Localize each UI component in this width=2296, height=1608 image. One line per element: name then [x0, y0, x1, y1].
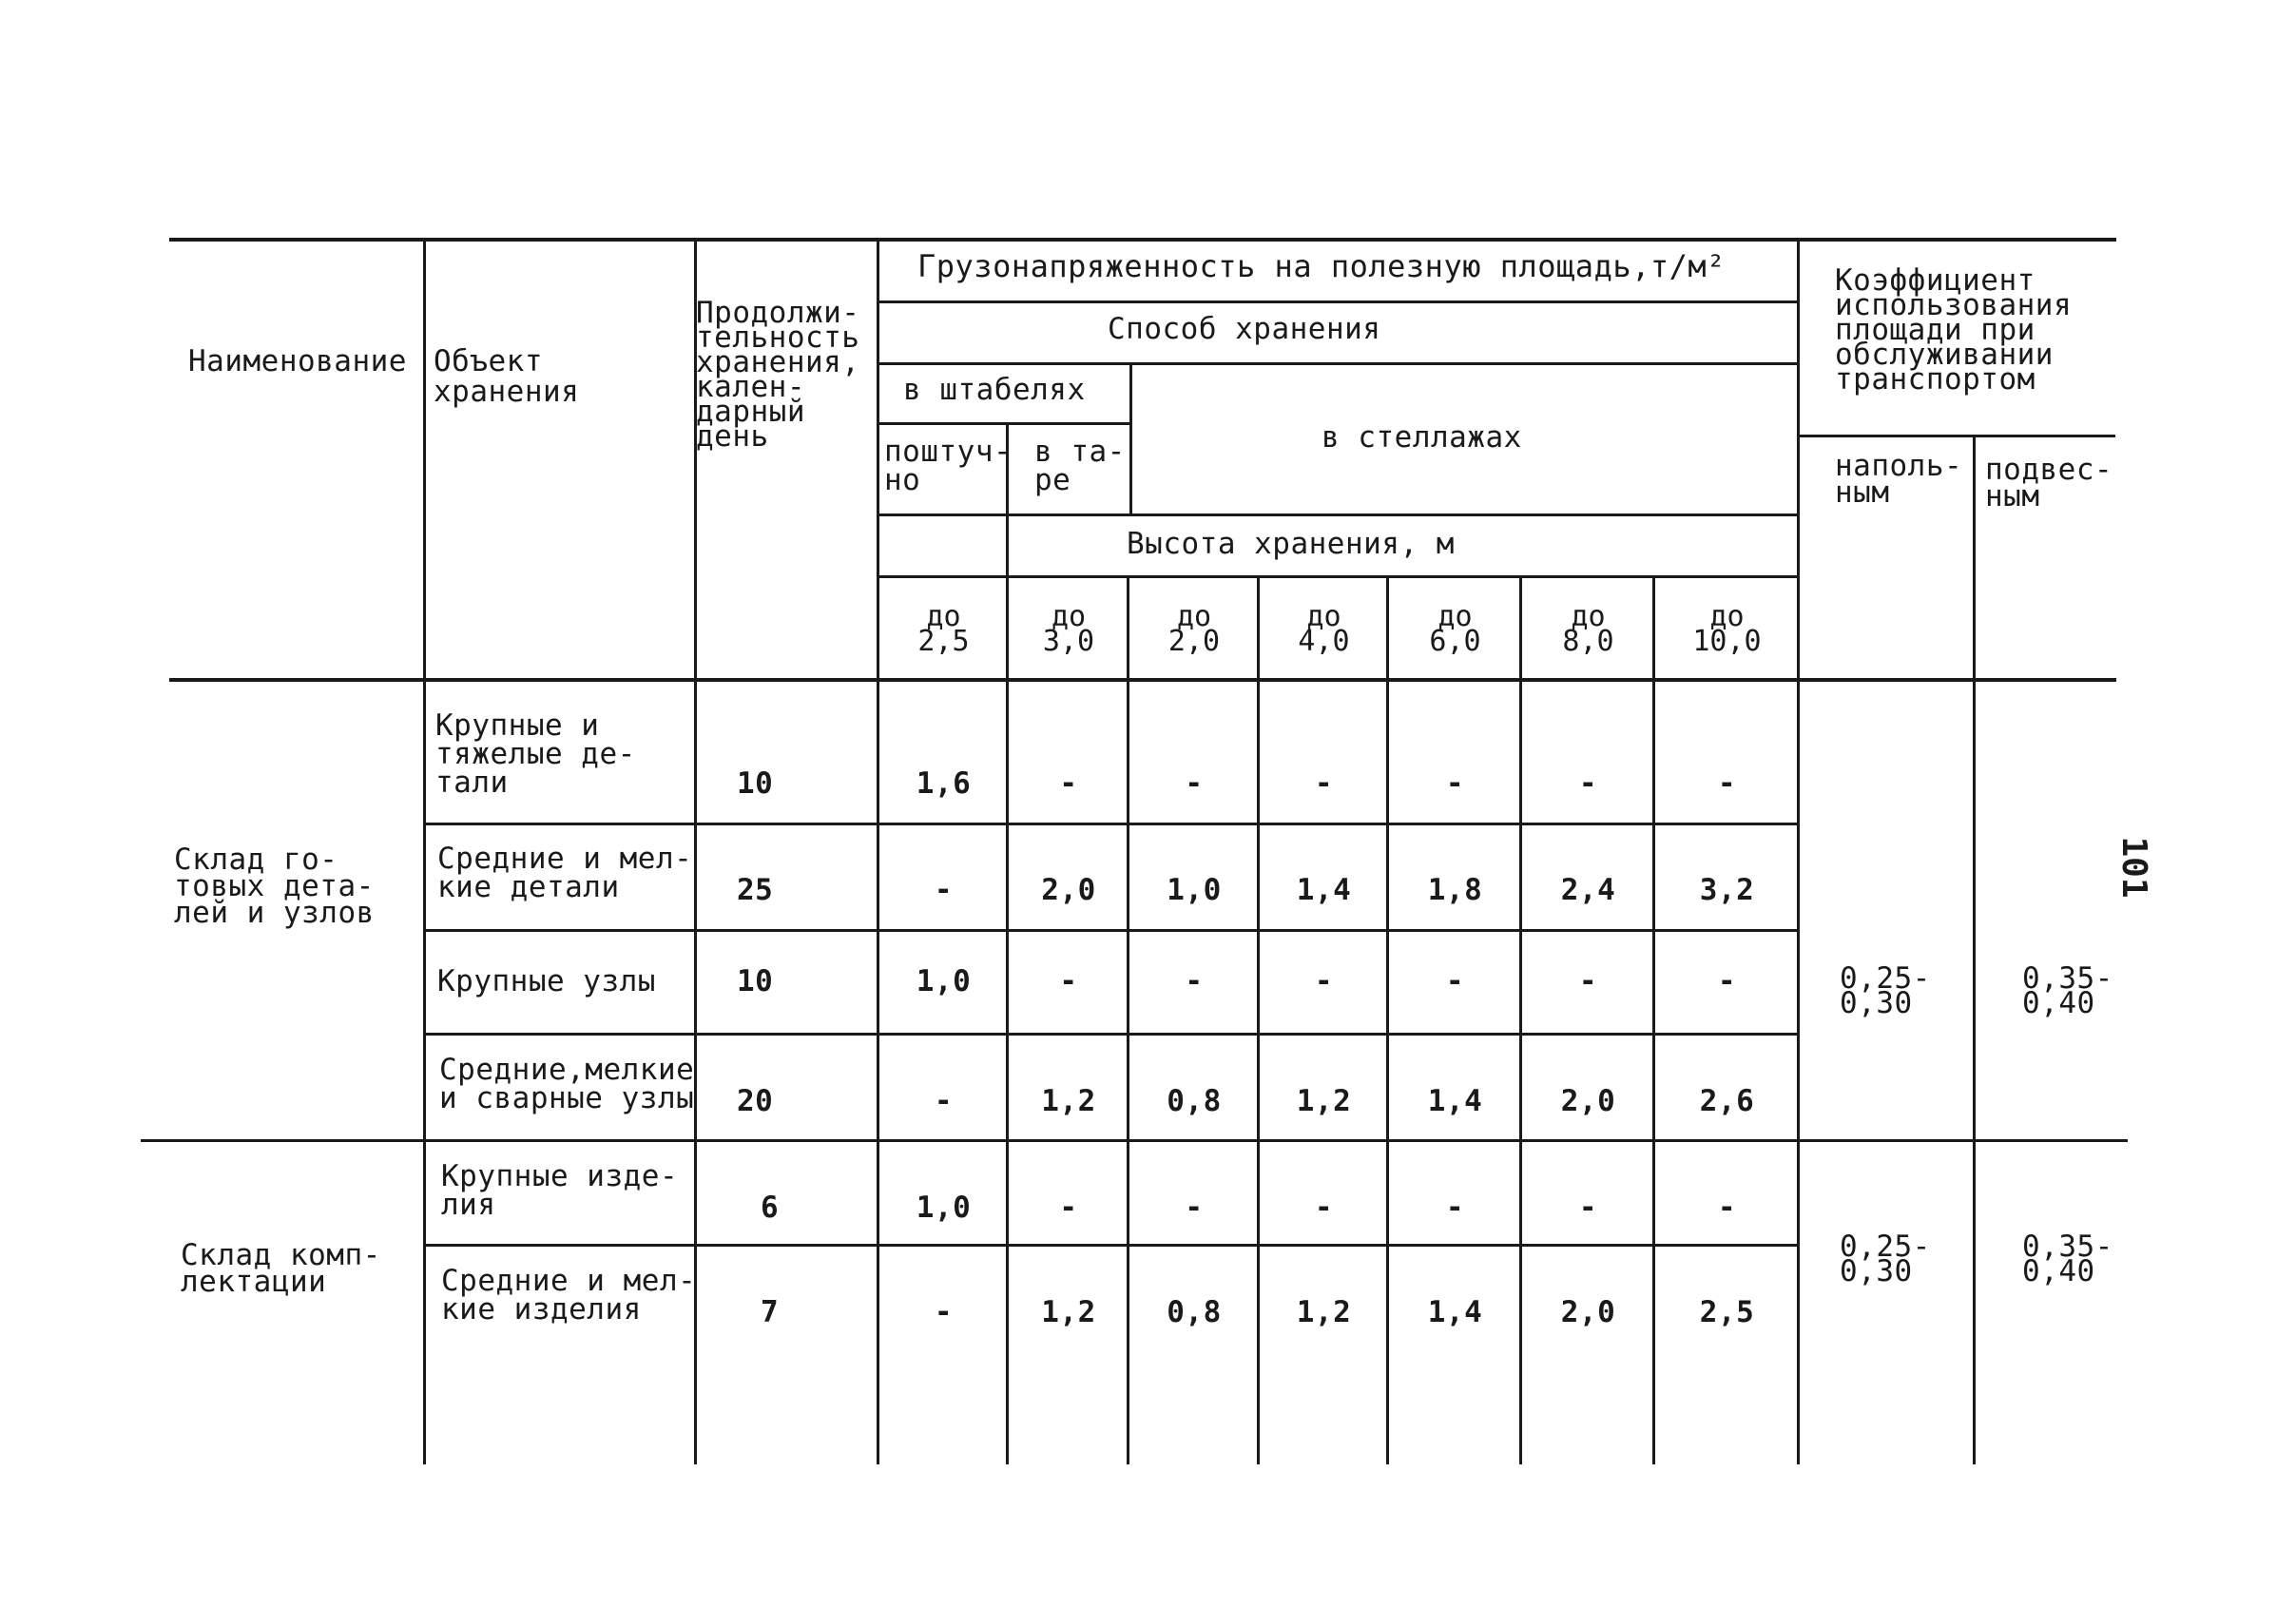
height-pre: до	[1176, 600, 1212, 633]
table-cell: -	[1185, 964, 1204, 998]
table-cell: 1,2	[1296, 1084, 1352, 1118]
header-container: в та- ре	[1034, 435, 1126, 497]
col-h7-right	[1797, 240, 1800, 1464]
table-cell: 2,5	[1699, 1295, 1755, 1329]
col-h4-right	[1386, 575, 1389, 1464]
table-cell: -	[1717, 964, 1737, 998]
col-duration-right	[877, 240, 879, 1464]
row3-bottom-rule	[423, 1033, 1797, 1036]
height-pre: до	[926, 600, 961, 633]
table-cell: 1,4	[1427, 1295, 1483, 1329]
height-pre: до	[1306, 600, 1341, 633]
col-floor-right	[1973, 435, 1976, 1464]
table-cell: -	[1185, 766, 1204, 801]
table-cell: -	[1314, 766, 1334, 801]
height-val: 4,0	[1298, 625, 1350, 658]
height-val: 6,0	[1429, 625, 1481, 658]
floor-coef-group-2: 0,25- 0,30	[1840, 1230, 1931, 1288]
row-object: Средние,мелкие и сварные узлы	[439, 1053, 695, 1115]
table-top-rule	[169, 238, 2116, 242]
table-cell: -	[1314, 1191, 1334, 1225]
table-cell: -	[1185, 1191, 1204, 1225]
height-col-6	[1522, 600, 1654, 658]
table-cell: -	[1059, 1191, 1078, 1225]
rule-above-height	[879, 513, 1797, 516]
table-cell: 1,6	[916, 766, 972, 801]
table-cell: -	[1059, 766, 1078, 801]
header-storage-method: Способ хранения	[1108, 312, 1381, 346]
header-height: Высота хранения, м	[1127, 527, 1455, 561]
table-cell: -	[1059, 964, 1078, 998]
row-object: Крупные изде- лия	[441, 1159, 679, 1222]
group-name-kitting: Склад комп- лектации	[181, 1238, 381, 1299]
col-h2-right-upper	[1129, 362, 1132, 516]
row-days: 6	[761, 1191, 780, 1225]
table-cell: -	[1445, 766, 1465, 801]
col-name-right	[423, 240, 426, 1464]
group-divider-rule	[141, 1139, 2128, 1142]
height-val: 3,0	[1042, 625, 1095, 658]
col-h5-right	[1519, 575, 1522, 1464]
header-piece: поштуч- но	[884, 435, 1013, 497]
table-cell: 0,8	[1167, 1084, 1222, 1118]
floor-coef-group-1: 0,25- 0,30	[1840, 961, 1931, 1020]
rule-under-load-title	[879, 300, 1797, 303]
height-val: 2,5	[917, 625, 970, 658]
group-name-finished-parts: Склад го- товых дета- лей и узлов	[174, 843, 375, 930]
height-col-7	[1655, 600, 1799, 658]
row5-bottom-rule	[423, 1244, 1797, 1247]
table-cell: 1,0	[1167, 873, 1222, 907]
table-cell: 1,2	[1296, 1295, 1352, 1329]
table-cell: -	[934, 1295, 954, 1329]
table-cell: -	[1717, 1191, 1737, 1225]
row-days: 10	[737, 766, 774, 801]
table-cell: 2,0	[1560, 1295, 1616, 1329]
height-pre: до	[1709, 600, 1745, 633]
table-cell: -	[1578, 1191, 1598, 1225]
table-cell: -	[1445, 964, 1465, 998]
row2-bottom-rule	[423, 929, 1797, 932]
row-object: Крупные и тяжелые де- тали	[435, 708, 636, 800]
rule-under-storage-method	[879, 362, 1797, 365]
rule-under-height	[879, 575, 1797, 578]
table-cell: 1,4	[1296, 873, 1352, 907]
rule-under-coef	[1797, 435, 2115, 437]
row-days: 10	[737, 964, 774, 998]
height-col-1	[879, 600, 1008, 658]
height-pre: до	[1437, 600, 1473, 633]
table-cell: 2,4	[1560, 873, 1616, 907]
table-cell: 1,4	[1427, 1084, 1483, 1118]
table-cell: 1,0	[916, 1191, 972, 1225]
row-object: Средние и мел- кие детали	[437, 842, 693, 904]
header-overhead: подвес- ным	[1985, 453, 2113, 513]
header-bottom-rule	[169, 678, 2116, 682]
height-col-3	[1129, 600, 1259, 658]
table-cell: -	[1578, 964, 1598, 998]
table-cell: -	[934, 1084, 954, 1118]
table-cell: 2,0	[1041, 873, 1096, 907]
row-object: Средние и мел- кие изделия	[441, 1264, 697, 1327]
table-cell: -	[1314, 964, 1334, 998]
row1-bottom-rule	[423, 823, 1797, 825]
height-val: 8,0	[1562, 625, 1614, 658]
height-col-5	[1389, 600, 1521, 658]
table-cell: 0,8	[1167, 1295, 1222, 1329]
col-h6-right	[1652, 575, 1655, 1464]
height-pre: до	[1571, 600, 1606, 633]
header-stacks: в штабелях	[903, 373, 1086, 407]
header-coef: Коэффициент использования площади при обслуживании транспортом	[1835, 263, 2073, 397]
table-cell: 1,2	[1041, 1295, 1096, 1329]
header-racks: в стеллажах	[1322, 420, 1522, 455]
height-pre: до	[1051, 600, 1087, 633]
table-cell: 2,0	[1560, 1084, 1616, 1118]
page-number: 101	[2114, 836, 2153, 899]
header-duration: Продолжи- тельность хранения, кален- дарный день	[696, 296, 860, 454]
height-col-2	[1009, 600, 1129, 658]
row-days: 25	[737, 873, 774, 907]
overhead-coef-group-2: 0,35- 0,40	[2022, 1230, 2113, 1288]
table-cell: -	[1445, 1191, 1465, 1225]
table-cell: -	[1717, 766, 1737, 801]
header-object: Объект хранения	[434, 344, 580, 409]
height-col-4	[1260, 600, 1388, 658]
table-cell: 3,2	[1699, 873, 1755, 907]
col-h3-right	[1257, 575, 1260, 1464]
col-h2-right	[1127, 575, 1129, 1464]
row-object: Крупные узлы	[437, 964, 656, 998]
overhead-coef-group-1: 0,35- 0,40	[2022, 961, 2113, 1020]
height-val: 2,0	[1167, 625, 1221, 658]
table-cell: 2,6	[1699, 1084, 1755, 1118]
table-cell: -	[1578, 766, 1598, 801]
row-days: 20	[737, 1084, 774, 1118]
header-load-title: Грузонапряженность на полезную площадь,т/м²	[917, 248, 1726, 284]
table-cell: 1,0	[916, 964, 972, 998]
row-days: 7	[761, 1295, 780, 1329]
height-val: 10,0	[1692, 625, 1762, 658]
header-floor: наполь- ным	[1835, 449, 1963, 510]
header-name: Наименование	[188, 344, 407, 378]
table-cell: 1,2	[1041, 1084, 1096, 1118]
table-cell: 1,8	[1427, 873, 1483, 907]
table-cell: -	[934, 873, 954, 907]
